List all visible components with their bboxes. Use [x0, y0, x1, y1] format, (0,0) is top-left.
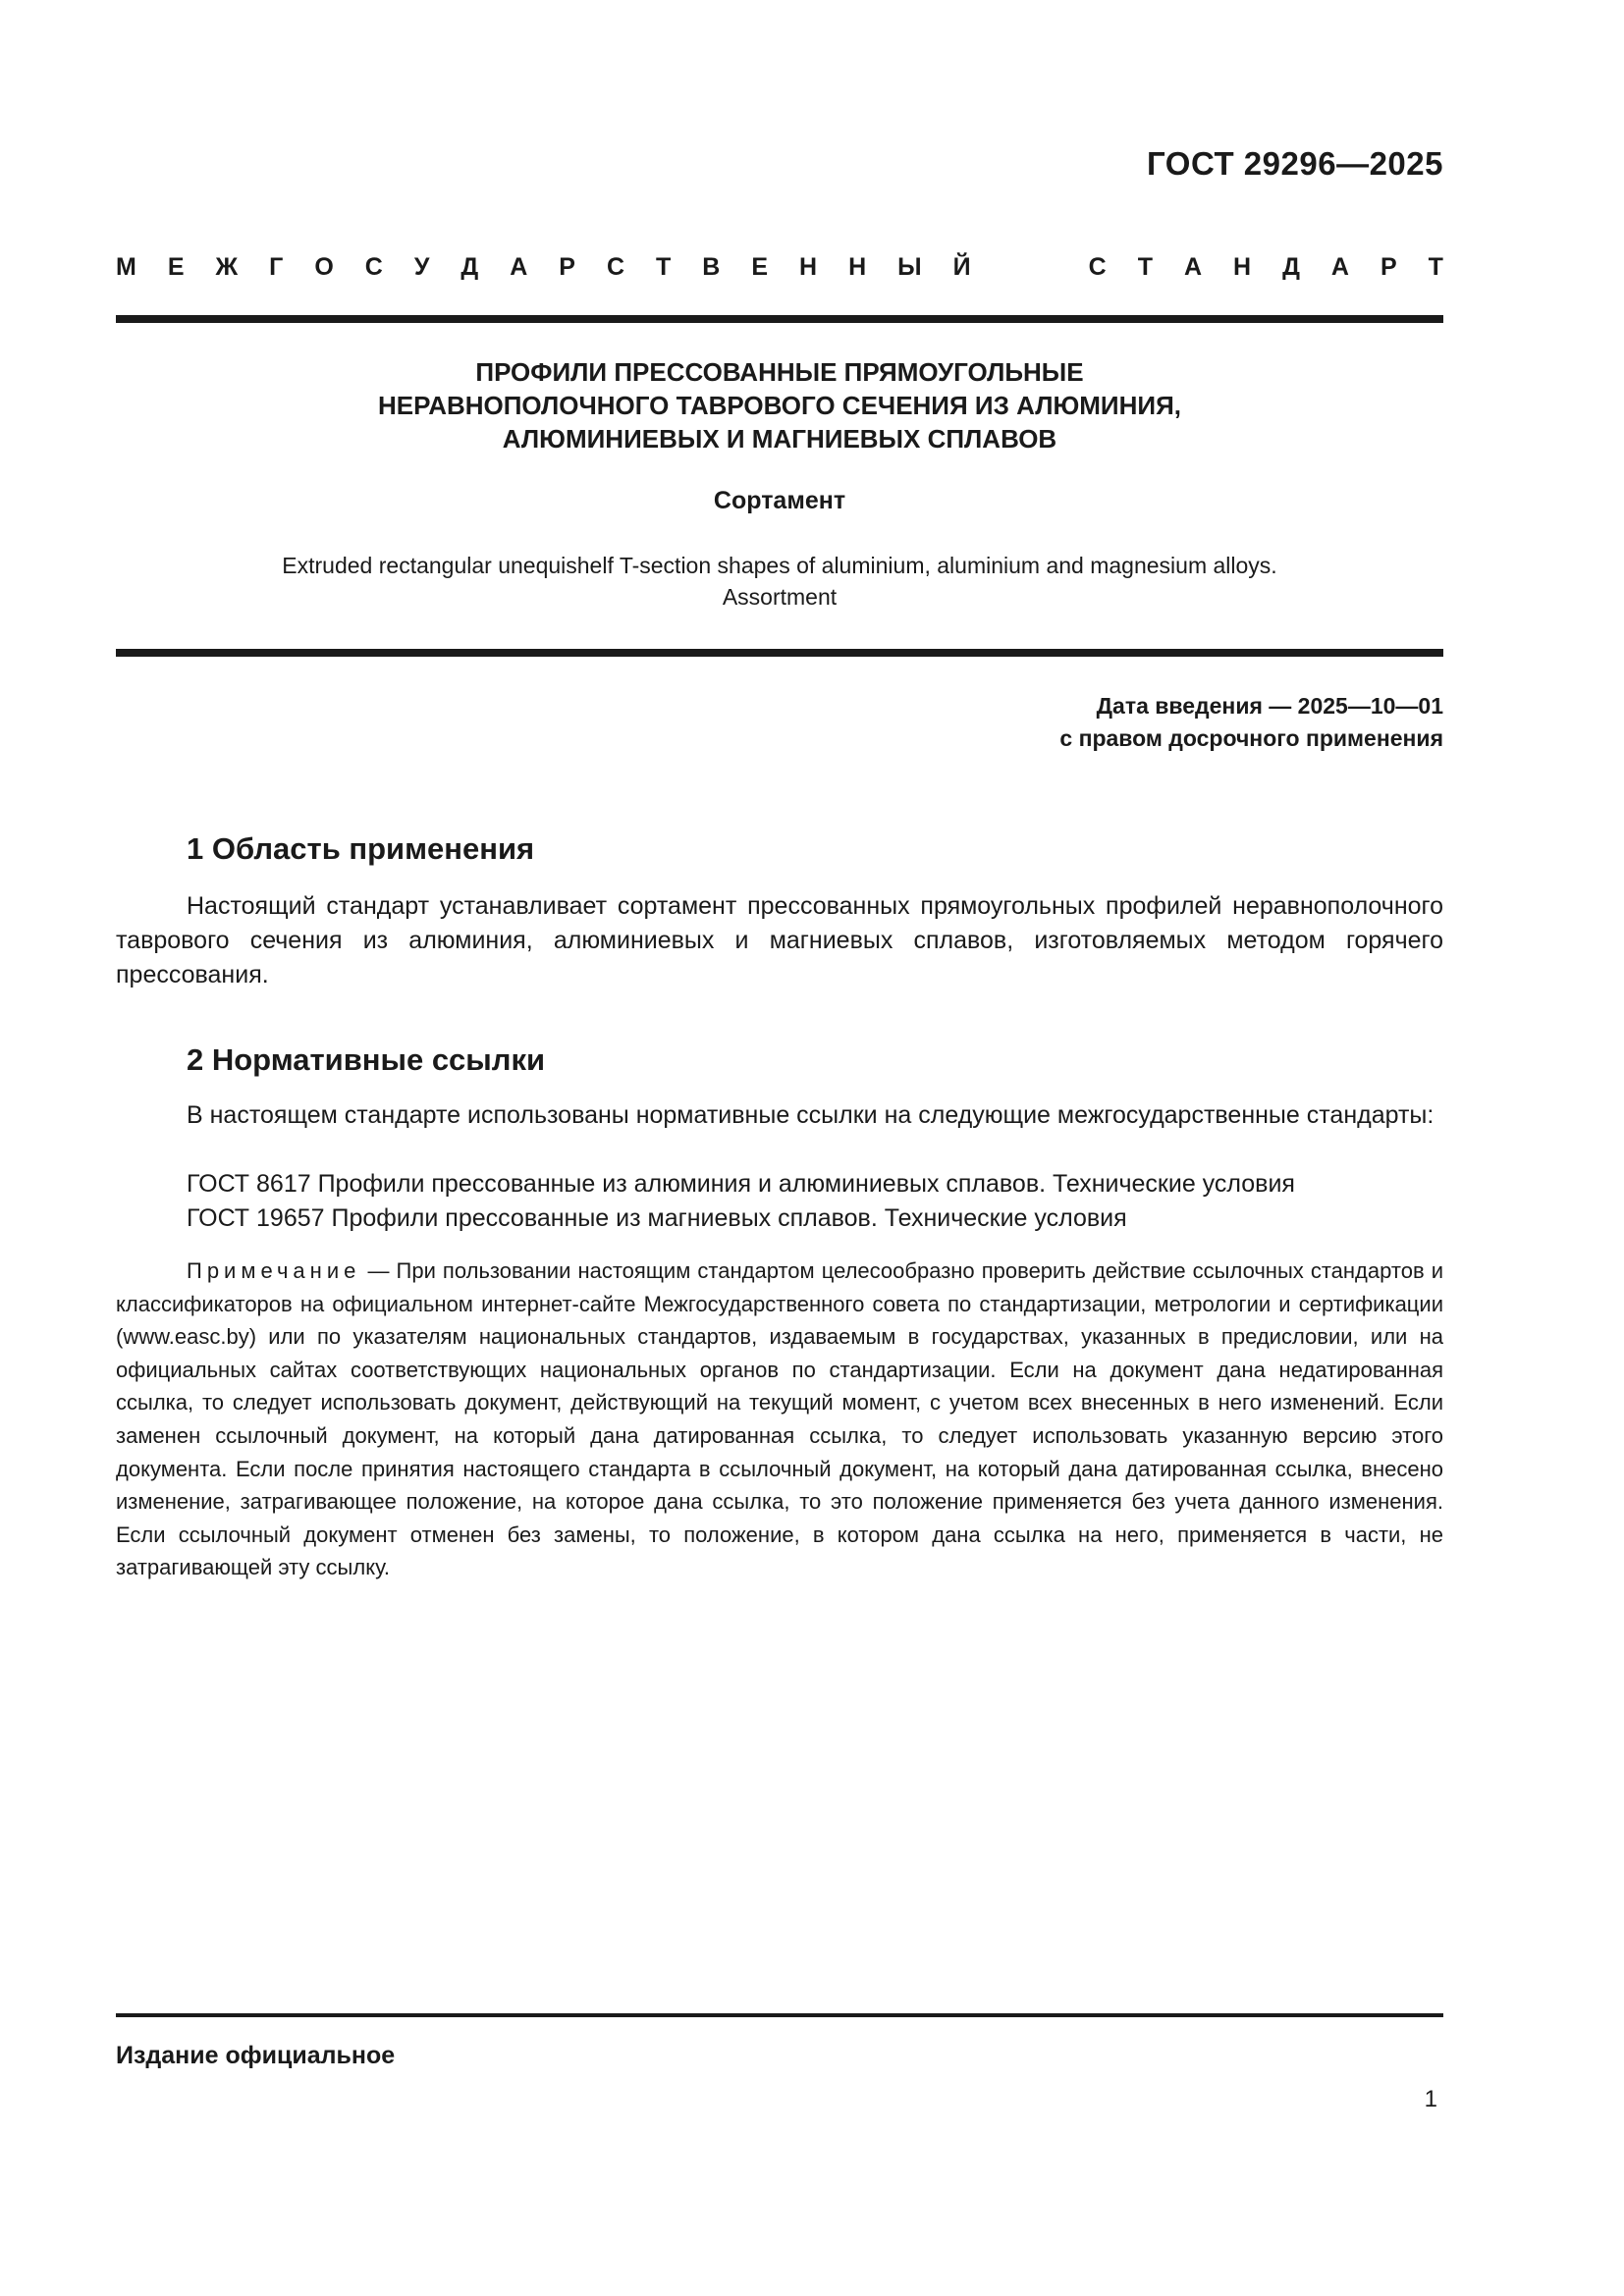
paragraph-text: В настоящем стандарте использованы нормативные ссылки на следующие межгосударственные стандарты: [187, 1101, 1435, 1129]
introduction-date [1059, 690, 1443, 755]
letter: Р [1380, 253, 1397, 281]
paragraph-text: Настоящий стандарт устанавливает сортамент прессованных прямоугольных профилей неравнополочного таврового сечения из алюминия, алюминиевых и магниевых сплавов, изготовляемых методом горячего прессования. [116, 892, 1443, 988]
title-line: ПРОФИЛИ ПРЕССОВАННЫЕ ПРЯМОУГОЛЬНЫЕ [475, 357, 1084, 387]
letter: М [116, 253, 136, 281]
title-divider [116, 649, 1443, 657]
letter: Г [269, 253, 284, 281]
official-edition-label: Издание официальное [116, 2042, 396, 2069]
scope-paragraph [116, 889, 1443, 992]
english-title-line: Assortment [722, 584, 838, 610]
letter: Т [1137, 253, 1153, 281]
footer-divider [116, 2013, 1443, 2017]
letter: Д [1282, 253, 1300, 281]
letter: Н [848, 253, 867, 281]
letter: Д [460, 253, 479, 281]
letter: Е [751, 253, 769, 281]
letter: О [314, 253, 334, 281]
reference-item: ГОСТ 8617 Профили прессованные из алюминия и алюминиевых сплавов. Технические условия [187, 1170, 1295, 1198]
gost-number: ГОСТ 29296—2025 [1147, 145, 1443, 182]
word-gap [1002, 253, 1057, 282]
title-line: АЛЮМИНИЕВЫХ И МАГНИЕВЫХ СПЛАВОВ [502, 424, 1057, 454]
page-number: 1 [1424, 2086, 1437, 2112]
top-divider [116, 315, 1443, 323]
interstate-standard-heading [116, 253, 1443, 282]
letter: А [1330, 253, 1349, 281]
intro-date-line: с правом досрочного применения [1059, 725, 1443, 751]
english-title [116, 550, 1443, 613]
letter: С [606, 253, 625, 281]
letter: В [702, 253, 721, 281]
letter: Т [656, 253, 672, 281]
section-heading-scope: 1 Область применения [187, 831, 535, 866]
note-paragraph [116, 1255, 1443, 1584]
letter: Т [1428, 253, 1443, 281]
english-title-line: Extruded rectangular unequishelf T-section shapes of aluminium, aluminium and magnesium alloys. [282, 553, 1277, 578]
letter: Ж [215, 253, 239, 281]
letter: Е [167, 253, 185, 281]
title-line: НЕРАВНОПОЛОЧНОГО ТАВРОВОГО СЕЧЕНИЯ ИЗ АЛЮМИНИЯ, [378, 391, 1181, 420]
document-subtitle: Сортамент [713, 487, 846, 514]
letter: А [510, 253, 528, 281]
letter: Н [1233, 253, 1252, 281]
reference-item: ГОСТ 19657 Профили прессованные из магниевых сплавов. Технические условия [187, 1204, 1127, 1232]
letter: Ы [897, 253, 922, 281]
letter: Й [952, 253, 971, 281]
references-paragraph [116, 1098, 1443, 1133]
letter: Р [559, 253, 575, 281]
letter: У [413, 253, 430, 281]
intro-date-line: Дата введения — 2025—10—01 [1096, 693, 1443, 719]
note-text: — При пользовании настоящим стандартом целесообразно проверить действие ссылочных стандартов и классификаторов на официальном интернет-сайте Межгосударственного совета по стандартизации, метрологии и сертификации (www.easc.by) или по указателям национальных стандартов, издаваемым в государствах, указанных в предисловии, или на официальных сайтах соответствующих национальных органов по стандартизации. Если на документ дана недатированная ссылка, то следует использовать документ, действующий на текущий момент, с учетом всех внесенных в него изменений. Если заменен ссылочный документ, на который дана датированная ссылка, то следует использовать указанную версию этого документа. Если после принятия настоящего стандарта в ссылочный документ, на который дана датированная ссылка, внесено изменение, затрагивающее положение, на которое дана ссылка, то это положение применяется без учета данного изменения. Если ссылочный документ отменен без замены, то положение, в котором дана ссылка на него, применяется в части, не затрагивающей эту ссылку. [116, 1258, 1443, 1580]
section-heading-references: 2 Нормативные ссылки [187, 1042, 546, 1077]
document-title [116, 355, 1443, 455]
letter: С [1088, 253, 1107, 281]
letter: А [1183, 253, 1203, 281]
letter: С [364, 253, 383, 281]
letter: Н [799, 253, 818, 281]
note-label: Примечание [187, 1258, 361, 1283]
